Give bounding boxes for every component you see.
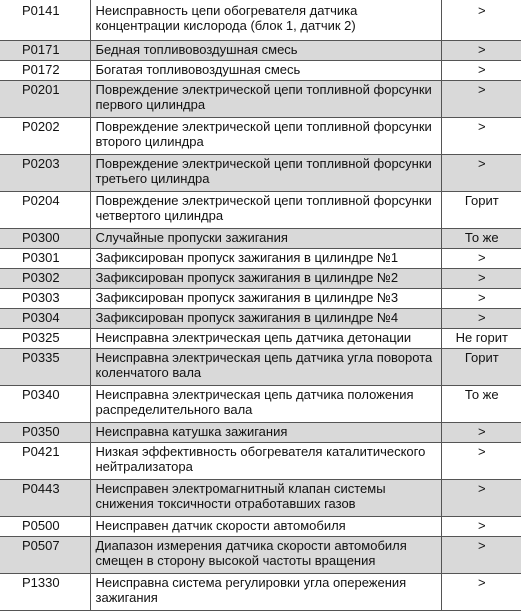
table-row	[0, 118, 521, 155]
fault-code: P0500	[0, 517, 90, 537]
fault-code: P0141	[0, 0, 90, 41]
fault-description: Неисправна система регулировки угла опережения зажигания	[90, 574, 441, 611]
lamp-status: >	[441, 0, 521, 41]
lamp-status: >	[441, 517, 521, 537]
table-row	[0, 155, 521, 192]
table-row	[0, 229, 521, 249]
table-row	[0, 329, 521, 349]
lamp-status: >	[441, 249, 521, 269]
fault-code: P0300	[0, 229, 90, 249]
fault-description: Повреждение электрической цепи топливной форсунки третьего цилиндра	[90, 155, 441, 192]
fault-code: P1330	[0, 574, 90, 611]
fault-description: Неисправна катушка зажигания	[90, 423, 441, 443]
fault-description: Неисправен электромагнитный клапан системы снижения токсичности отработавших газов	[90, 480, 441, 517]
table-row	[0, 423, 521, 443]
lamp-status: >	[441, 480, 521, 517]
lamp-status: >	[441, 423, 521, 443]
lamp-status: >	[441, 443, 521, 480]
fault-description: Низкая эффективность обогревателя каталитического нейтрализатора	[90, 443, 441, 480]
fault-code: P0325	[0, 329, 90, 349]
table-row	[0, 537, 521, 574]
lamp-status: >	[441, 155, 521, 192]
fault-code: P0171	[0, 41, 90, 61]
fault-code: P0201	[0, 81, 90, 118]
fault-description: Неисправна электрическая цепь датчика детонации	[90, 329, 441, 349]
fault-description: Бедная топливовоздушная смесь	[90, 41, 441, 61]
lamp-status: >	[441, 289, 521, 309]
lamp-status: То же	[441, 229, 521, 249]
fault-description: Зафиксирован пропуск зажигания в цилиндре №4	[90, 309, 441, 329]
fault-description: Повреждение электрической цепи топливной форсунки первого цилиндра	[90, 81, 441, 118]
fault-description: Зафиксирован пропуск зажигания в цилиндре №2	[90, 269, 441, 289]
lamp-status: >	[441, 269, 521, 289]
table-row	[0, 309, 521, 329]
fault-code: P0172	[0, 61, 90, 81]
fault-code: P0443	[0, 480, 90, 517]
table-row	[0, 41, 521, 61]
fault-code: P0340	[0, 386, 90, 423]
table-row	[0, 249, 521, 269]
table-row	[0, 574, 521, 611]
fault-description: Неисправность цепи обогревателя датчика концентрации кислорода (блок 1, датчик 2)	[90, 0, 441, 41]
table-row	[0, 81, 521, 118]
table-row	[0, 61, 521, 81]
fault-code: P0303	[0, 289, 90, 309]
lamp-status: >	[441, 574, 521, 611]
table-row	[0, 480, 521, 517]
fault-code: P0507	[0, 537, 90, 574]
table-row	[0, 517, 521, 537]
lamp-status: >	[441, 309, 521, 329]
fault-description: Неисправна электрическая цепь датчика угла поворота коленчатого вала	[90, 349, 441, 386]
fault-description: Повреждение электрической цепи топливной форсунки второго цилиндра	[90, 118, 441, 155]
fault-code: P0335	[0, 349, 90, 386]
table-row	[0, 269, 521, 289]
lamp-status: >	[441, 41, 521, 61]
fault-description: Случайные пропуски зажигания	[90, 229, 441, 249]
lamp-status: >	[441, 61, 521, 81]
fault-description: Зафиксирован пропуск зажигания в цилиндре №3	[90, 289, 441, 309]
lamp-status: Горит	[441, 349, 521, 386]
fault-code: P0301	[0, 249, 90, 269]
fault-code: P0421	[0, 443, 90, 480]
fault-description: Зафиксирован пропуск зажигания в цилиндре №1	[90, 249, 441, 269]
fault-description: Диапазон измерения датчика скорости автомобиля смещен в сторону высокой частоты вращения	[90, 537, 441, 574]
fault-description: Повреждение электрической цепи топливной форсунки четвертого цилиндра	[90, 192, 441, 229]
table-row	[0, 192, 521, 229]
fault-description: Неисправен датчик скорости автомобиля	[90, 517, 441, 537]
fault-code: P0204	[0, 192, 90, 229]
lamp-status: Не горит	[441, 329, 521, 349]
lamp-status: Горит	[441, 192, 521, 229]
lamp-status: >	[441, 537, 521, 574]
lamp-status: >	[441, 118, 521, 155]
fault-code: P0350	[0, 423, 90, 443]
fault-description: Богатая топливовоздушная смесь	[90, 61, 441, 81]
table-row	[0, 289, 521, 309]
table-row	[0, 349, 521, 386]
table-row	[0, 443, 521, 480]
lamp-status: >	[441, 81, 521, 118]
fault-code: P0304	[0, 309, 90, 329]
table-row	[0, 0, 521, 41]
fault-description: Неисправна электрическая цепь датчика положения распределительного вала	[90, 386, 441, 423]
fault-code: P0302	[0, 269, 90, 289]
fault-code: P0203	[0, 155, 90, 192]
lamp-status: То же	[441, 386, 521, 423]
table-row	[0, 386, 521, 423]
fault-code: P0202	[0, 118, 90, 155]
